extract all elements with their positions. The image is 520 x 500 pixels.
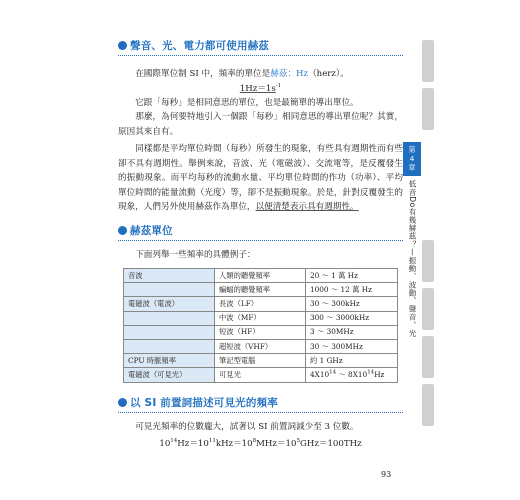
section-title: 以 SI 前置詞描述可見光的頻率 bbox=[130, 396, 278, 409]
bullet-icon bbox=[118, 226, 127, 235]
side-tab bbox=[422, 288, 434, 330]
dotted-divider bbox=[118, 55, 403, 56]
chapter-marker: 第 4 章 bbox=[403, 142, 421, 176]
section-heading bbox=[118, 395, 403, 411]
paragraph: 那麼，為何要特地引入一個跟「每秒」相同意思的導出單位呢？其實，原因其來自有。 bbox=[118, 112, 403, 137]
side-tab bbox=[422, 88, 434, 130]
table-row: 蝙蝠的聽覺頻率 1000 ～ 12 萬 Hz bbox=[124, 283, 398, 297]
dotted-divider bbox=[118, 412, 403, 413]
highlight-term: 赫茲：Hz bbox=[270, 69, 309, 79]
frequency-table bbox=[123, 268, 398, 383]
table-row: 中波（MF） 300 ～ 3000kHz bbox=[124, 311, 398, 325]
formula: $1Hz=1s^{-1}$ bbox=[239, 82, 282, 94]
side-tab bbox=[422, 384, 434, 426]
section-title: 聲音、光、電力都可使用赫茲 bbox=[130, 40, 270, 52]
paragraph: 可見光頻率的位數龐大，試著以 SI 前置詞減少至 3 位數。 bbox=[135, 421, 359, 432]
formula: $10^{14}Hz=10^{11}kHz=10^8MHz=10^5GHz=100THz$ bbox=[159, 438, 362, 449]
table-row: 電磁波（電波） 長波（LF） 30 ～ 300kHz bbox=[124, 297, 398, 311]
table-row: CPU 時脈頻率 筆記型電腦 約 1 GHz bbox=[124, 354, 398, 368]
dotted-divider bbox=[118, 240, 403, 241]
side-tab bbox=[422, 240, 434, 282]
section-title: 赫茲單位 bbox=[130, 224, 173, 237]
table-row: 電磁波（可見光） 可見光 $4X10^{14}$ ～ $8X10^{14}Hz$ bbox=[124, 368, 398, 382]
paragraph: 它跟「每秒」是相同意思的單位，也是最簡單的導出單位。 bbox=[135, 97, 359, 108]
section-heading bbox=[118, 38, 403, 54]
chapter-title-vertical: 低音Do有幾赫茲？—振動、波動、聲音、光 bbox=[408, 180, 417, 338]
side-tab bbox=[422, 336, 434, 378]
paragraph: 同樣都是平均單位時間（每秒）所發生的現象，有些具有週期性而有些卻不具有週期性。舉例來說，音波、光（電磁波）、交流電等，是反覆發生的振動現象。而平均每秒的流動水量、平均單位時間的作功（功率）、平均單位時間的能量流動（光度）等，卻不是振動現象。於是，針對反覆發生的現象，人們另外使用赫茲作為單位，以便清楚表示具有週期性。 bbox=[118, 144, 403, 212]
table-row: 音波 人類的聽覺頻率 20 ～ 1 萬 Hz bbox=[124, 269, 398, 283]
page-content bbox=[118, 38, 403, 451]
side-tab bbox=[422, 40, 434, 82]
table-row: 短波（HF） 3 ～ 30MHz bbox=[124, 325, 398, 339]
section-heading bbox=[118, 223, 403, 239]
table-row: 超短波（VHF） 30 ～ 300MHz bbox=[124, 339, 398, 353]
bullet-icon bbox=[118, 41, 127, 50]
paragraph: 下面列舉一些頻率的具體例子： bbox=[135, 249, 256, 260]
bullet-icon bbox=[118, 398, 127, 407]
page-number: 93 bbox=[381, 470, 392, 479]
paragraph: 在國際單位制 SI 中，頻率的單位是赫茲：Hz（herz）。 bbox=[135, 69, 349, 79]
